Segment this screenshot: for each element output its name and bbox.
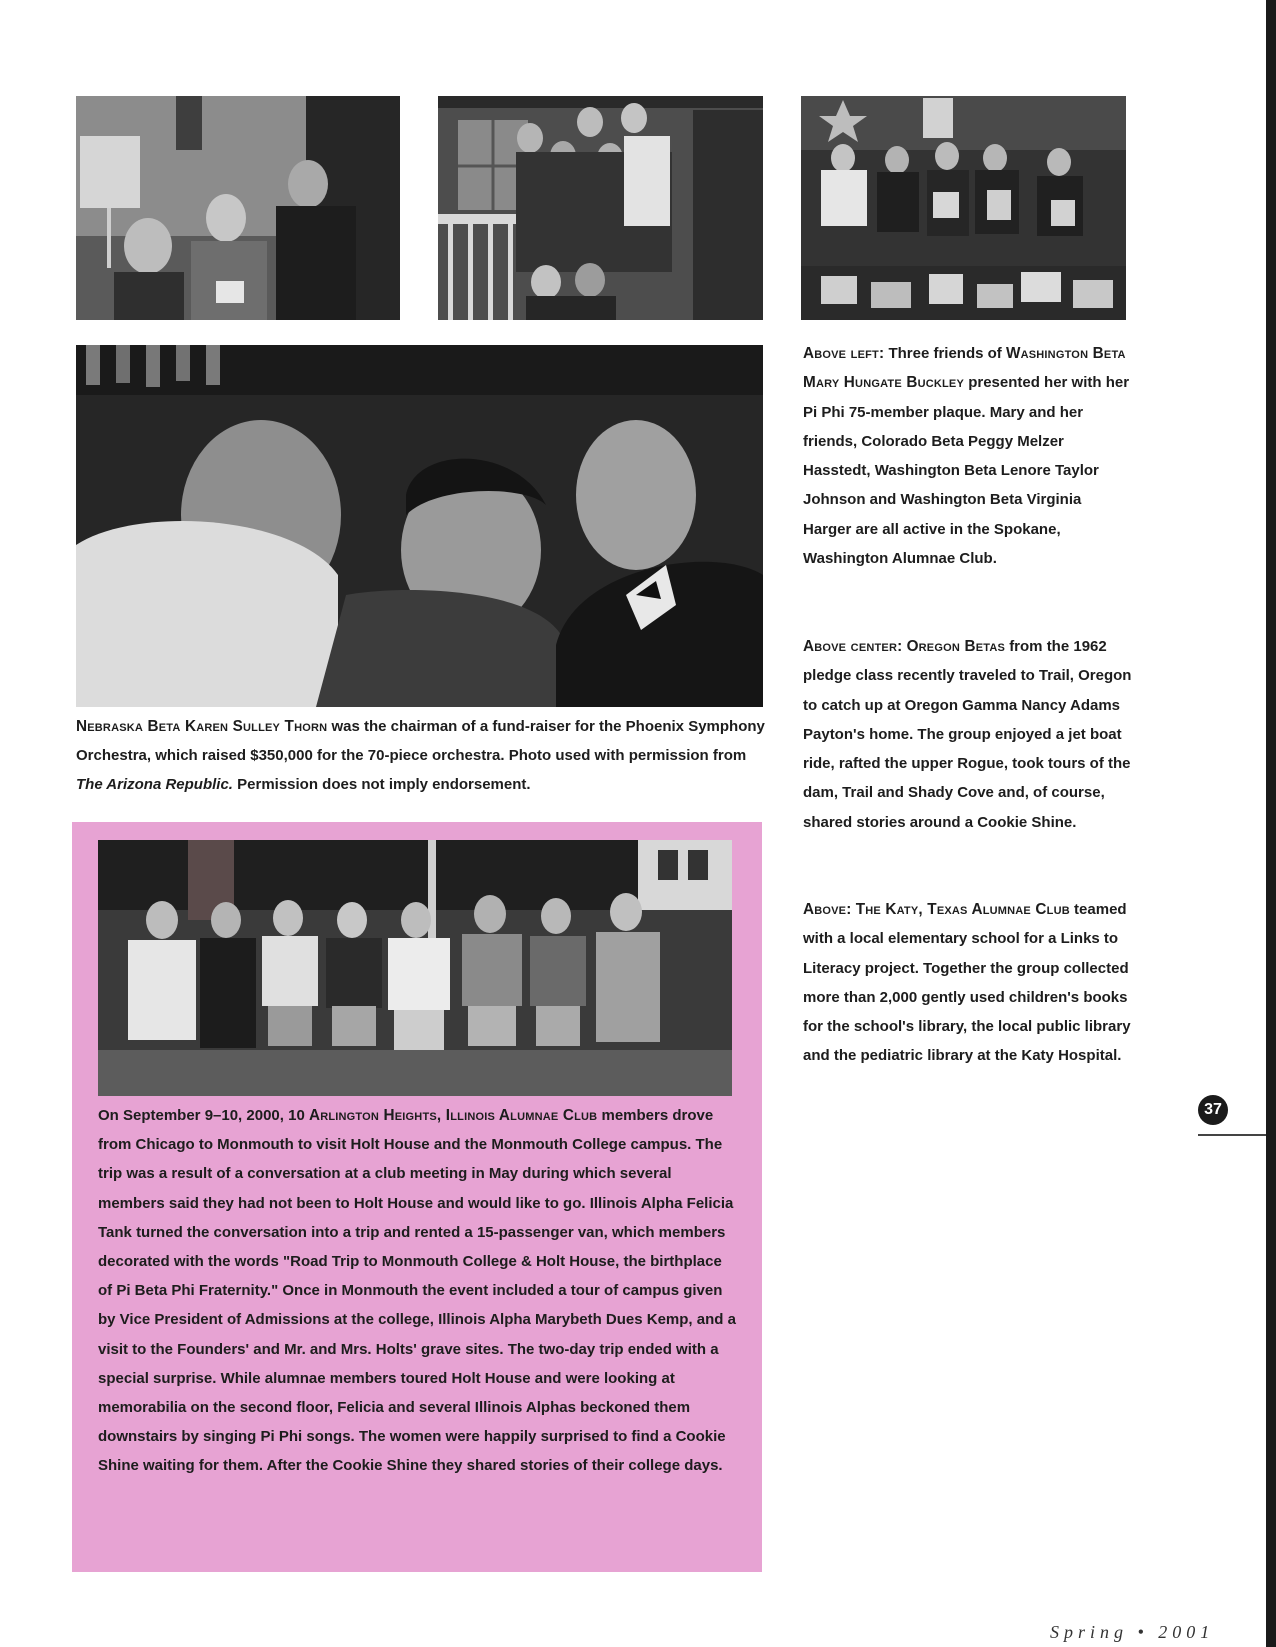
arlington-heights-caption-body: members drove from Chicago to Monmouth to visit Holt House and the Monmouth College campus. The trip was a result of a conversation at a club meeting in May during which several members said they had not been to Holt House and would like to go. Illinois Alpha Felicia Tank turned the conversation into a trip and rented a 15-passenger van, which members decorated with the words "Road Trip to Monmouth College & Holt House, the birthplace of Pi Beta Phi Fraternity." Once in Monmouth the event included a tour of campus given by Vice President of Admissions at the college, Illinois Alpha Marybeth Dues Kemp, and a visit to the Founders' and Mr. and Mrs. Holts' grave sites. The two-day trip ended with a special surprise. While alumnae members toured Holt House and were looking at memorabilia on the second floor, Felicia and several Illinois Alphas beckoned them downstairs by singing Pi Phi songs. The women were happily surprised to find a Cookie Shine waiting for them. After the Cookie Shine they shared stories of their college days. xyxy=(98,1107,736,1475)
arlington-heights-caption-pre: On September 9–10, 2000, 10 xyxy=(98,1107,305,1124)
caption-above-lead: Above: xyxy=(803,901,852,918)
arlington-heights-caption xyxy=(98,1101,738,1481)
caption-above-body: teamed with a local elementary school for a Links to Literacy project. Together the group collected more than 2,000 gently used children's books for the school's library, the local public library and the pediatric library at the Katy Hospital. xyxy=(803,901,1131,1065)
photo-oregon-betas-image xyxy=(438,96,763,320)
symphony-caption-publication: The Arizona Republic. xyxy=(76,776,233,793)
photo-symphony-fundraiser-image xyxy=(76,345,763,707)
caption-above xyxy=(803,895,1133,1071)
caption-above-center-names: Oregon Betas xyxy=(906,638,1006,655)
page-number-rule xyxy=(1198,1134,1266,1136)
caption-above-left-pre: Three friends of xyxy=(888,345,1002,362)
photo-three-friends xyxy=(76,96,400,320)
caption-above-left-names: Washington Beta Mary Hungate Buckley xyxy=(803,345,1126,392)
issue-footer: Spring • 2001 xyxy=(1050,1622,1215,1642)
photo-katy-books xyxy=(801,96,1126,320)
photo-three-friends-image xyxy=(76,96,400,320)
caption-above-center-lead: Above center: xyxy=(803,638,903,655)
photo-symphony-fundraiser xyxy=(76,345,763,707)
caption-above-left-body: presented her with her Pi Phi 75-member plaque. Mary and her friends, Colorado Beta Peggy Melzer Hasstedt, Washington Beta Lenore Taylor Johnson and Washington Beta Virginia Harger are all active in the Spokane, Washington Alumnae Club. xyxy=(803,374,1130,568)
photo-arlington-heights-group xyxy=(98,840,732,1096)
symphony-caption xyxy=(76,712,766,799)
photo-oregon-betas xyxy=(438,96,763,320)
photo-arlington-heights-group-image xyxy=(98,840,732,1096)
caption-above-left-lead: Above left: xyxy=(803,345,885,362)
page-number-badge: 37 xyxy=(1198,1095,1228,1125)
caption-above-center-body: from the 1962 pledge class recently traveled to Trail, Oregon to catch up at Oregon Gamma Nancy Adams Payton's home. The group enjoyed a jet boat ride, rafted the upper Rogue, took tours of the dam, Trail and Shady Cove and, of course, shared stories around a Cookie Shine. xyxy=(803,638,1132,831)
caption-above-left xyxy=(803,339,1133,573)
arlington-heights-caption-names: Arlington Heights, Illinois Alumnae Club xyxy=(308,1107,598,1124)
symphony-caption-names: Nebraska Beta Karen Sulley Thorn xyxy=(76,718,328,735)
photo-katy-books-image xyxy=(801,96,1126,320)
caption-above-names: The Katy, Texas Alumnae Club xyxy=(855,901,1070,918)
symphony-caption-body2: Permission does not imply endorsement. xyxy=(237,776,531,793)
symphony-caption-body1: was the chairman of a fund-raiser for the Phoenix Symphony Orchestra, which raised $350,000 for the 70-piece orchestra. Photo used with permission from xyxy=(76,718,765,764)
caption-above-center xyxy=(803,632,1133,837)
